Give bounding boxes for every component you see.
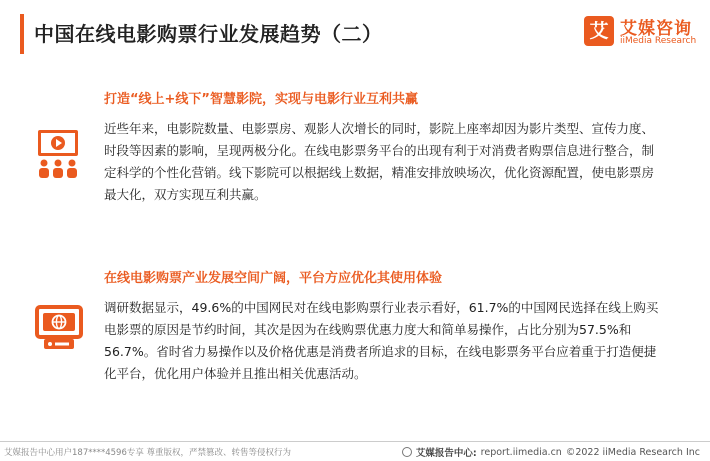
online-ticket-screen-icon [34,303,84,353]
logo-name-cn: 艾媒咨询 [620,19,692,39]
footer-copyright: ©2022 iiMedia Research Inc [565,446,700,458]
logo-name-en: iiMedia Research [620,36,697,46]
report-center-icon [402,447,412,457]
footer-divider [0,441,710,442]
footer-copyright-notice: 艾媒报告中心用户187****4596专享 尊重版权，严禁篡改、转售等侵权行为 [4,448,292,458]
iimedia-logo [584,14,702,54]
section-body-online-ticketing: 调研数据显示，49.6%的中国网民对在线电影购票行业表示看好，61.7%的中国网民选择在线上购买电影票的原因是节约时间，其次是因为在线购票优惠力度大和简单易操作，占比分别为57.5%和56.7%。省时省力易操作以及价格优惠是消费者所追求的目标，在线电影票务平台应着重于打造便捷化平台，优化用户体验并且推出相关优惠活动。 [104,300,659,381]
footer-source [402,445,700,459]
section-heading-smart-cinema: 打造“线上+线下”智慧影院，实现与电影行业互利共赢 [104,92,418,107]
logo-mark-icon: 艾 [584,16,614,46]
section-body-smart-cinema: 近些年来，电影院数量、电影票房、观影人次增长的同时，影院上座率却因为影片类型、宣传力度、时段等因素的影响，呈现两极分化。在线电影票务平台的出现有利于对消费者购票信息进行整合，制定科学的个性化营销。线下影院可以根据线上数据，精准安排放映场次，优化资源配置，使电影票房最大化，双方实现互利共赢。 [104,121,655,202]
footer-source-label: 艾媒报告中心: [415,448,477,459]
section-heading-online-ticketing: 在线电影购票产业发展空间广阔，平台方应优化其使用体验 [104,271,443,286]
footer-source-url[interactable]: report.iimedia.cn [480,446,562,458]
title-accent-bar [20,14,24,54]
page-title: 中国在线电影购票行业发展趋势（二） [34,22,383,46]
cinema-audience-icon [34,128,82,180]
